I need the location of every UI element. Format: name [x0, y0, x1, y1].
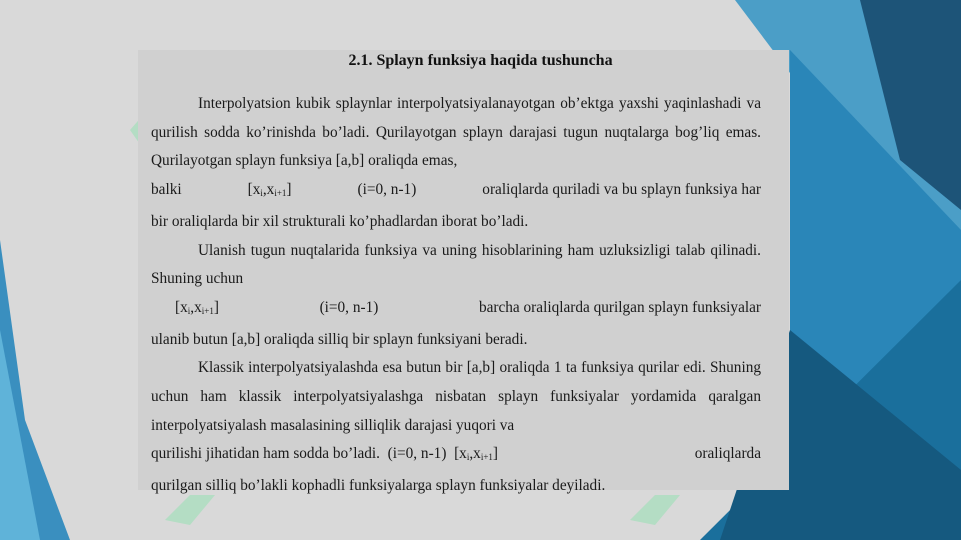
- document-heading: 2.1. Splayn funksiya haqida tushuncha: [348, 52, 613, 69]
- paragraph-1-last-line: bir oraliqlarda bir xil strukturali ko’phadlardan iborat bo’ladi.: [151, 212, 529, 230]
- paragraph-2: Ulanish tugun nuqtalarida funksiya va uning hisoblarining ham uzluksizligi talab qilinadi. Shuning uchun: [151, 241, 761, 288]
- paragraph-2-formula-line: [151, 294, 761, 326]
- index-range: (i=0, n-1): [357, 181, 417, 199]
- text-rest: oraliqlarda quriladi va bu splayn funksiya har: [482, 181, 761, 199]
- paragraph-1: Interpolyatsion kubik splaynlar interpolyatsiyalanayotgan ob’ektga yaxshi yaqinlashadi va qurilish sodda ko’rinishda bo’ladi. Qurilayotgan splayn darajasi tugun nuqtalarga bog’liq emas. Qurilayotgan splayn funksiya [a,b] oraliqda emas,: [151, 95, 761, 170]
- paragraph-3-last-line: qurilgan silliq bo’lakli kophadli funksiyalarga splayn funksiyalar deyiladi.: [151, 477, 606, 495]
- index-range: (i=0, n-1): [319, 298, 379, 316]
- paragraph-3: Klassik interpolyatsiyalashda esa butun bir [a,b] oraliqda 1 ta funksiya qurilar edi. Shuning uchun ham klassik interpolyatsiyalashga nisbatan splayn funksiyalar yordamida qaralgan interpolyatsiyalash masalasining silliqlik darajasi yuqori va: [151, 359, 761, 434]
- text-rest: oraliqlarda: [694, 445, 761, 463]
- paragraph-3-formula-line: [151, 440, 761, 472]
- paragraph-2-last-line: ulanib butun [a,b] oraliqda silliq bir splayn funksiyani beradi.: [151, 330, 528, 348]
- text-start: qurilishi jihatidan ham sodda bo’ladi. (i=0, n-1) $[x_i,x_{i+1}]$: [151, 445, 499, 463]
- paragraph-1-formula-line: [151, 176, 761, 208]
- blue-facet-left-light: [0, 330, 40, 540]
- document-body: [151, 90, 761, 501]
- interval-formula: $[x_i,x_{i+1}]$: [175, 298, 219, 316]
- text-rest: barcha oraliqlarda qurilgan splayn funksiyalar: [478, 298, 761, 316]
- interval-formula: $[x_i,x_{i+1}]$: [247, 181, 292, 199]
- text-balki: balki: [151, 181, 182, 199]
